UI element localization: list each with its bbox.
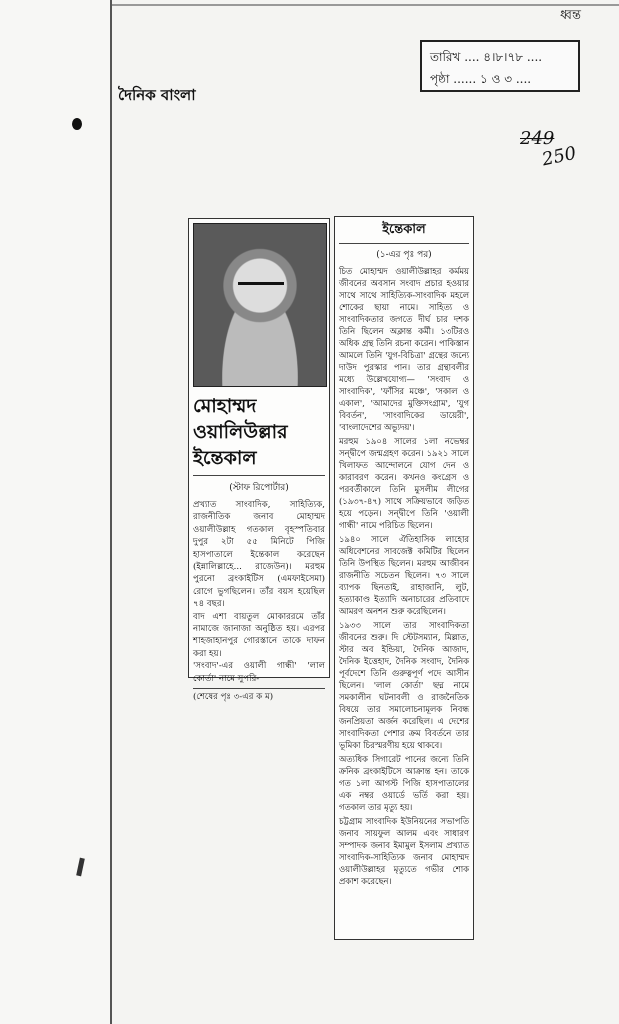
article-paragraph: বাদ এশা বায়তুল মোকাররমে তাঁর নামাজে জানাজা অনুষ্ঠিত হয়। এরপর শাহজাহানপুর গোরস্তানে তাকে দাফন করা হয়। — [193, 611, 325, 659]
page-label: পৃষ্ঠা — [430, 72, 450, 86]
page-top-edge — [112, 4, 619, 6]
article-paragraph: ১৯৪০ সালে ঐতিহাসিক লাহোর অধিবেশনের সাবজেক্ট কমিটির ছিলেন তিনি উপস্থিত ছিলেন। মরহুম আজীবন রাজনীতি সচেতন ছিলেন। ৭৩ সালে ব্যাপক ছিনতাই, রাহাজানি, লুট, হত্যাকাণ্ড ইত্যাদি অনাচারের প্রতিবাদে আমরণ অনশন শুরু করেছিলেন। — [339, 534, 469, 616]
page-margin — [0, 0, 110, 1024]
article-paragraph: প্রখ্যাত সাংবাদিক, সাহিত্যিক, রাজনীতিক জনাব মোহাম্মদ ওয়ালীউল্লাহ গতকাল বৃহস্পতিবার দুপুর ২টা ৫৫ মিনিটে পিজি হাসপাতালে ইন্তেকাল করেছেন (ইন্নালিল্লাহে... রাজেউন)। মরহুম পুরনো ব্রংকাইটিস (এমফাইসেমা) রোগে ভুগছিলেন। তাঁর বয়স হয়েছিল ৭৪ বছর। — [193, 500, 325, 610]
article-paragraph: মরহুম ১৯০৪ সালের ১লা নভেম্বর সন্দ্বীপে জন্মগ্রহণ করেন। ১৯২১ সালে খিলাফত আন্দোলনে যোগ দেন ও কারাবরণ করেন। কখনও কংগ্রেস ও পরবর্তীকালে তিনি মুসলীম লীগের (১৯৩৭-৪৭) সাথে সক্রিয়ভাবে জড়িত হয়ে পড়েন। সন্দ্বীপে তিনি 'ওয়ালী গান্ধী' নামে পরিচিত ছিলেন। — [339, 436, 469, 530]
headline-line: মোহাম্মদ — [193, 395, 257, 417]
headline — [193, 393, 325, 476]
byline: (স্টাফ রিপোর্টার) — [229, 483, 289, 493]
portrait-glasses — [238, 282, 284, 297]
date-value: ৪।৮।৭৮ — [483, 50, 524, 64]
date-label: তারিখ — [430, 50, 461, 64]
headline-line: ইন্তেকাল — [193, 447, 257, 469]
continued-from-note: (১-এর পৃঃ পর) — [376, 250, 432, 260]
date-stamp-box — [420, 40, 580, 92]
portrait-photo — [193, 223, 327, 387]
page-row: পৃষ্ঠা ...... ১ ও ৩ .... — [430, 72, 532, 86]
article-paragraph: চট্টগ্রাম সাংবাদিক ইউনিয়নের সভাপতি জনাব সায়ফুল আলম এবং সাধারণ সম্পাদক জনাব ইমামুল ইসলাম প্রখ্যাত সাংবাদিক-সাহিত্যিক জনাব মোহাম্মদ ওয়ালীউল্লাহর মৃত্যুতে গভীর শোক প্রকাশ করেছেন। — [339, 816, 469, 886]
article-paragraph: চিত মোহাম্মদ ওয়ালীউল্লাহর কর্মময় জীবনের অবসান সংবাদ প্রচার হওয়ার সাথে সাথে সাহিত্যিক-সাংবাদিক মহলে শোকের ছায়া নামে। সাহিত্য ও সাংবাদিকতার জগতে দীর্ঘ চার দশক তিনি ছিলেন অক্লান্ত কর্মী। ১৩টিরও অধিক গ্রন্থ তিনি রচনা করেন। পাকিস্তান আমলে তিনি 'যুগ-বিচিত্রা' গ্রন্থের জন্যে দাউদ পুরস্কার পান। তার গ্রন্থাবলীর মধ্যে উল্লেখযোগ্য— 'সংবাদ ও সাংবাদিক', 'ফাঁসির মঞ্চে', 'সকাল ও একাল', 'আমাদের মুক্তিসংগ্রাম', 'যুগ বিবর্তন', 'সাংবাদিকের ডায়েরী', 'বাংলাদেশের অভ্যুদয়'। — [339, 266, 469, 432]
page-value: ১ ও ৩ — [479, 72, 513, 86]
newspaper-name: দৈনিক বাংলা — [118, 86, 196, 104]
binding-line — [110, 0, 112, 1024]
continuation-title: ইন্তেকাল — [339, 220, 469, 244]
article-paragraph: অত্যধিক সিগারেট পানের জন্যে তিনি ক্রনিক ব্রংকাইটিসে আক্রান্ত হন। তাকে গত ১লা আগস্ট পিজি হাসপাতালের এক নম্বর ওয়ার্ডে ভর্তি করা হয়। গতকাল তার মৃত্যু হয়। — [339, 754, 469, 812]
headline-line: ওয়ালিউল্লার — [193, 421, 288, 443]
corner-scribble: ধ্বন্ত — [560, 8, 581, 23]
news-clipping-front — [188, 218, 330, 703]
reference-number-struck: 249 — [520, 128, 555, 149]
punch-hole-mark — [72, 118, 82, 130]
news-clipping-continuation — [334, 216, 474, 940]
continued-note: (শেষের পৃঃ ৩-এর ক ম) — [193, 688, 325, 703]
date-row: তারিখ .... ৪।৮।৭৮ .... — [430, 50, 543, 64]
reference-number: 250 — [540, 142, 579, 171]
article-paragraph: ১৯৩৩ সালে তার সাংবাদিকতা জীবনের শুরু। দি স্টেটসম্যান, মিল্লাত, স্টার অব ইন্ডিয়া, দৈনিক আজাদ, দৈনিক ইত্তেহাদ, দৈনিক সংবাদ, দৈনিক পূর্বদেশে তিনি গুরুত্বপূর্ণ পদে আসীন ছিলেন। 'লাল কোর্তা' ছদ্ম নামে সমকালীন ঘটনাবলী ও রাজনৈতিক বিষয়ে তার সমালোচনামূলক নিবন্ধ জনপ্রিয়তা অর্জন করেছিল। এ দেশের সাংবাদিকতা পেশার ক্রম বিবর্তনে তার ভূমিকা চিরস্মরণীয় হয়ে থাকবে। — [339, 620, 469, 750]
article-paragraph: 'সংবাদ'-এর ওয়ালী গান্ধী' 'লাল কোর্তা' নামে সুপরি- — [193, 661, 325, 684]
